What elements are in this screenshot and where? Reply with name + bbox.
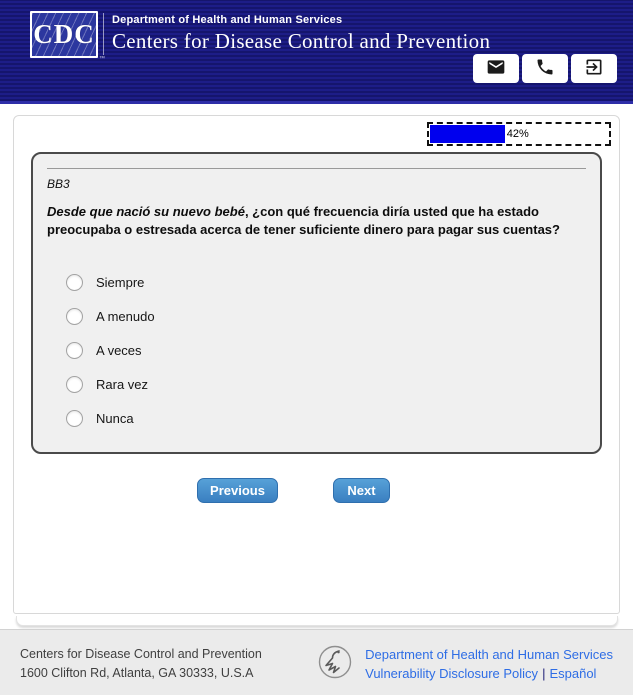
options-list — [66, 274, 586, 427]
hhs-link[interactable]: Department of Health and Human Services — [365, 647, 613, 662]
radio-button-icon[interactable] — [66, 376, 83, 393]
option-rara-vez[interactable] — [66, 376, 586, 393]
footer-address-block — [20, 645, 262, 683]
question-code: BB3 — [47, 177, 70, 191]
question-box — [31, 152, 602, 454]
mail-icon — [486, 57, 506, 80]
panel-bottom-strip — [16, 616, 618, 626]
link-separator: | — [542, 666, 546, 681]
header-divider — [103, 13, 104, 55]
option-label: A menudo — [96, 309, 155, 325]
progress-fill — [430, 125, 505, 143]
exit-button[interactable] — [571, 54, 617, 83]
hhs-logo-icon — [317, 644, 353, 685]
question-text — [47, 203, 586, 238]
option-label: Rara vez — [96, 377, 149, 393]
progress-label: 42% — [506, 128, 529, 140]
previous-button[interactable]: Previous — [197, 478, 278, 503]
option-label: A veces — [96, 343, 142, 359]
footer-links — [365, 645, 613, 683]
radio-button-icon[interactable] — [66, 274, 83, 291]
cdc-logo — [30, 11, 98, 58]
espanol-link[interactable]: Español — [549, 666, 597, 681]
option-siempre[interactable] — [66, 274, 586, 291]
option-label: Siempre — [96, 275, 145, 291]
option-nunca[interactable] — [66, 410, 586, 427]
question-box-divider — [47, 168, 586, 169]
radio-button-icon[interactable] — [66, 342, 83, 359]
footer-org: Centers for Disease Control and Prevention — [20, 647, 262, 661]
phone-button[interactable] — [522, 54, 568, 83]
radio-button-icon[interactable] — [66, 308, 83, 325]
cdc-header — [0, 0, 633, 104]
option-label: Nunca — [96, 411, 134, 427]
mail-button[interactable] — [473, 54, 519, 83]
option-a-veces[interactable] — [66, 342, 586, 359]
exit-icon — [584, 57, 604, 80]
header-action-buttons — [473, 54, 617, 83]
trademark-mark: ™ — [99, 56, 105, 62]
next-button[interactable]: Next — [333, 478, 390, 503]
progress-bar — [427, 122, 611, 146]
cdc-logo-text: CDC — [33, 19, 95, 49]
header-text-block — [112, 14, 490, 54]
question-text-intro: Desde que nació su nuevo bebé — [47, 204, 245, 219]
phone-icon — [535, 57, 555, 80]
organization-line: Centers for Disease Control and Prevention — [112, 29, 491, 53]
navigation-buttons — [0, 478, 596, 503]
survey-panel — [13, 115, 620, 614]
footer-links-block — [317, 644, 613, 685]
page-footer — [0, 629, 633, 695]
option-a-menudo[interactable] — [66, 308, 586, 325]
radio-button-icon[interactable] — [66, 410, 83, 427]
footer-address: 1600 Clifton Rd, Atlanta, GA 30333, U.S.A — [20, 666, 254, 680]
question-text-rest: , ¿con qué frecuencia diría usted que ha estado preocupaba o estresada acerca de tener suficiente dinero para pagar sus cuentas? — [47, 204, 560, 237]
vulnerability-disclosure-link[interactable]: Vulnerability Disclosure Policy — [365, 666, 539, 681]
department-line: Department of Health and Human Services — [112, 14, 343, 26]
